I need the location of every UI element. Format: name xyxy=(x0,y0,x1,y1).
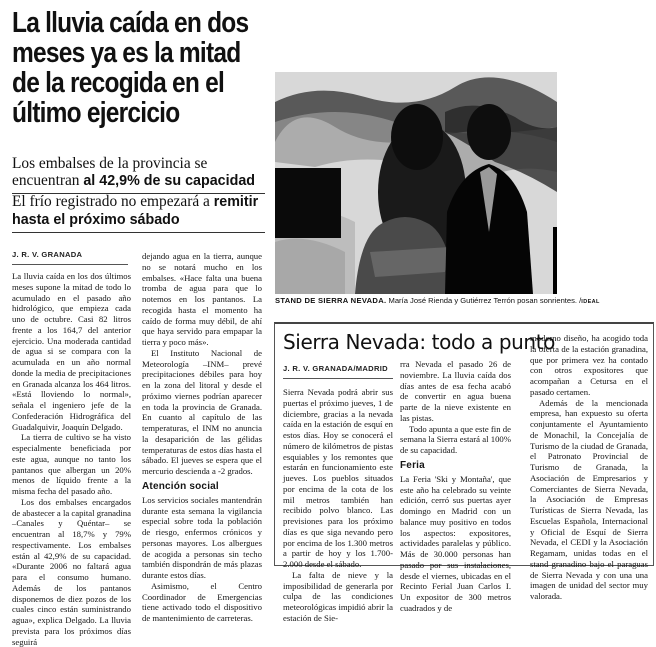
news-photo xyxy=(275,72,557,294)
subheadline-cold xyxy=(12,193,265,233)
paragraph: Todo apunta a que este fin de semana la Sierra estará al 100% de su capacidad. xyxy=(400,423,511,455)
paragraph: rra Nevada el pasado 26 de noviembre. La lluvia caída dos días antes de esa fecha acabó de convertir en agua buena parte de la nieve existente en las pistas. xyxy=(400,359,511,423)
paragraph: Sierra Nevada podrá abrir sus puertas el próximo jueves, 1 de diciembre, gracias a la nevada caída en la estación de esquí en estos días. Hoy se conocerá el número de kilómetros de pistas esquiables y los remontes que estarán en funcionamiento este jueves. Los pueblos situados por encima de la cota de los mil metros también han recibido polvo blanco. Las previsiones para los próximo días es que siga nevando pero por encima de los 1.300 metros a partir de hoy y los 1.700-2.000 desde el sábado. xyxy=(283,387,393,569)
subheadline-reservoirs-bold: al 42,9% de su capacidad xyxy=(83,173,256,189)
sidebar-byline: J. R. V. GRANADA/MADRID xyxy=(283,364,393,379)
subheadline-reservoirs-plain: Los embalses de la provincia se encuentran xyxy=(12,155,208,189)
paragraph: Asimismo, el Centro Coordinador de Emergencias tiene activado todo el dispositivo de mantenimiento de carreteras. xyxy=(142,580,262,623)
subheadline-cold-bold: remitir hasta el próximo sábado xyxy=(12,194,259,228)
byline: J. R. V. GRANADA xyxy=(12,250,128,265)
paragraph: Los dos embalses encargados de abastecer a la capital granadina –Canales y Quéntar– se encuentran al 18,7% y 79% respectivamente. Los embalses están al 42,9% de su capacidad. «Durante 2006 no faltará agua para el consumo humano. Además de los pantanos disponemos de diez pozos de los cuales cinco están suministrando agua», explica Delgado. La lluvia prevista para los próximos días seguirá xyxy=(12,496,131,647)
sidebar-title: Sierra Nevada: todo a punto xyxy=(283,330,555,354)
article-column-2 xyxy=(142,251,262,624)
paragraph: La lluvia caída en los dos últimos meses supone la mitad de todo lo acumulado en el pasado año hidrológico, que empieza cada uno de octubre. Casi 82 litros frente a los 164,7 del anterior ejercicio. Una moderada cantidad de agua si se compara con la acumulada en un año normal donde la media de precipitaciones en Granada alcanza los 464 litros. «Está lloviendo lo normal», señala el ingeniero jefe de la Confederación Hidrográfica del Guadalquivir, Joaquín Delgado. xyxy=(12,271,131,432)
photo-graphic xyxy=(275,72,557,294)
sidebar-column-3 xyxy=(530,333,648,602)
photo-credit: IDEAL xyxy=(581,299,600,305)
sidebar-column-1 xyxy=(283,387,393,624)
headline: La lluvia caída en dos meses ya es la mitad de la recogida en el último ejercicio xyxy=(12,7,249,129)
article-column-1 xyxy=(12,271,131,647)
photo-caption xyxy=(275,296,655,305)
paragraph: La Feria 'Ski y Montaña', que este año ha celebrado su veinte edición, cerró sus puertas ayer domingo en Madrid con un balance muy positivo en todos los aspectos: expositores, actividades paralelas y público. Más de 30.000 personas han pasado por sus instalaciones, desde el viernes, ubicadas en el Recinto Ferial Juan Carlos I. Un expositor de 300 metros cuadrados y de xyxy=(400,473,511,613)
caption-title: STAND DE SIERRA NEVADA. xyxy=(275,296,387,305)
sidebar-column-2 xyxy=(400,359,511,614)
paragraph: La falta de nieve y la imposibilidad de generarla por culpa de las condiciones meteorológicas impidió abrir la estación de Sie- xyxy=(283,569,393,623)
section-subhead: Feria xyxy=(400,459,425,471)
paragraph: Los servicios sociales mantendrán durante esta semana la vigilancia especial sobre toda la población de riesgo, enfermos crónicos y personas mayores. Los albergues de acogida a personas sin techo también dispondrán de más plazas durante estos días. xyxy=(142,494,262,580)
subheadline-cold-plain: El frío registrado no empezará a xyxy=(12,193,214,210)
paragraph: El Instituto Nacional de Meteorología –INM– prevé precipitaciones débiles para hoy en la zona del litoral y desde el próximo viernes podrían aparecer en toda la provincia de Granada. En cuanto al capítulo de las temperaturas, el INM no anuncia la desaparición de las gélidas temperaturas de estos días hasta el sábado. El jueves se espera que el mercurio descienda a -2 grados. xyxy=(142,347,262,476)
paragraph: La tierra de cultivo se ha visto especialmente beneficiada por este agua, aunque no tanto los pantanos que albergan un 20% menos de líquido frente a la misma fecha del pasado año. xyxy=(12,432,131,496)
paragraph: dejando agua en la tierra, aunque no se notará mucho en los embalses. «Hace falta una buena tromba de agua para que lo notemos en los pantanos. La recogida hasta el momento ha caído de forma muy débil, de ahí que haya servido para empapar la tierra y poco más». xyxy=(142,251,262,347)
paragraph: Además de la mencionada empresa, han expuesto su oferta conjuntamente el Ayuntamiento de Monachil, la Concejalía de Turismo de la ciudad de Granada, el Patronato Provincial de Turismo de Granada, la Asociación de Empresarios y Comerciantes de Sierra Nevada, la Asociación de Empresas Turísticas de Sierra Nevada, las Escuelas Española, Internacional y Oficial de Esquí de Sierra Nevada, el CEDI y la Asociación Regamam, unidas todas en el stand granadino bajo el paraguas de Sierra Nevada y con una una imagen de unidad del sector muy valorada. xyxy=(530,397,648,601)
paragraph: moderno diseño, ha acogido toda la oferta de la estación granadina, que por primera vez ha contado con otros expositores que acompañan a Cetursa en el pasado certamen. xyxy=(530,333,648,397)
section-subhead: Atención social xyxy=(142,480,219,492)
subheadline-reservoirs xyxy=(12,155,265,194)
caption-text: María José Rienda y Gutiérrez Terrón posan sonrientes. / xyxy=(386,296,582,305)
